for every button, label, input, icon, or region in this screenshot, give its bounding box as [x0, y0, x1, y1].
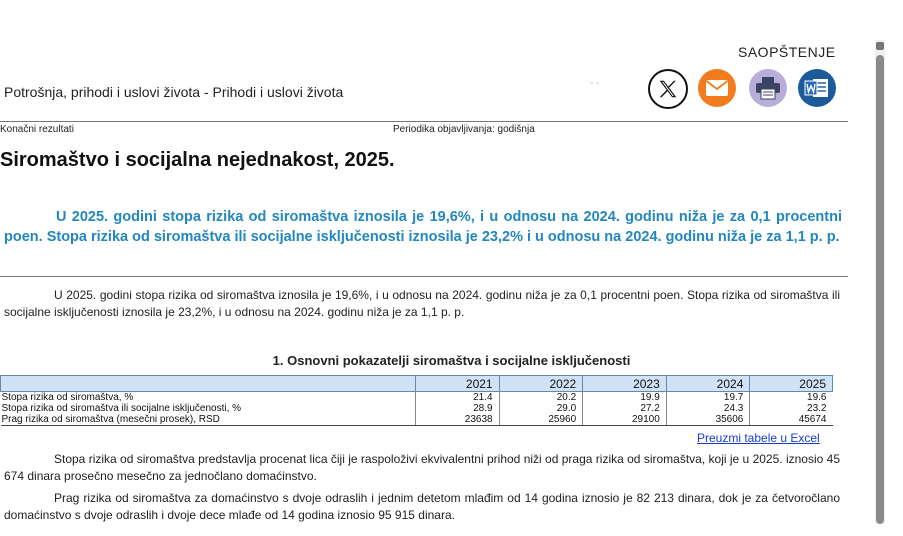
row-label: Prag rizika od siromaštva (mesečni prosek), RSD	[1, 414, 416, 426]
table-cell: 23638	[416, 414, 500, 426]
document-type-label: SAOPŠTENJE	[738, 44, 836, 60]
breadcrumb: Potrošnja, prihodi i uslovi života - Prihodi i uslovi života	[4, 84, 344, 100]
table-header-blank	[1, 376, 416, 392]
paragraph-1-text: U 2025. godini stopa rizika od siromaštva iznosila je 19,6%, i u odnosu na 2024. godinu niža je za 0,1 procentni poen. Stopa rizika od siromaštva ili socijalne isključenosti iznosila je 23,2%, i u odnosu na 2024. godinu niža je za 1,1 p. p.	[4, 288, 840, 319]
paragraph-3-text: Prag rizika od siromaštva za domaćinstvo s dvoje odraslih i jednim detetom mlađim od 14 godina iznosio je 82 213 dinara, dok je za četvoročlano domaćinstvo s dvoje odraslih i dvoje dece mlađe od 14 godina iznosio 95 915 dinara.	[4, 491, 840, 522]
results-label: Konačni rezultati	[0, 124, 74, 135]
table-cell: 19.7	[666, 392, 750, 404]
lead-summary	[4, 207, 842, 247]
lead-text: U 2025. godini stopa rizika od siromaštva iznosila je 19,6%, i u odnosu na 2024. godinu niža je za 0,1 procentni poen. Stopa rizika od siromaštva ili socijalne isključenosti iznosila je 23,2% i u odnosu na 2024. godinu niža je za 1,1 p. p.	[4, 209, 842, 245]
paragraph-3	[4, 490, 840, 524]
table-cell: 29.0	[499, 403, 583, 414]
table-cell: 29100	[583, 414, 667, 426]
table-cell: 27.2	[583, 403, 667, 414]
table-cell: 19.9	[583, 392, 667, 404]
periodicity-label: Periodika objavljivanja: godišnja	[393, 124, 535, 135]
x-icon	[657, 78, 679, 100]
row-label: Stopa rizika od siromaštva, %	[1, 392, 416, 404]
mail-icon	[705, 79, 729, 97]
table-cell: 19.6	[807, 392, 827, 403]
year-header: 2025	[750, 376, 833, 392]
year-header: 2024	[666, 376, 750, 392]
table-title: 1. Osnovni pokazatelji siromaštva i socijalne isključenosti	[272, 353, 631, 368]
word-download-button[interactable]	[798, 69, 836, 107]
year-header: 2021	[416, 376, 500, 392]
x-share-button[interactable]	[648, 69, 688, 109]
excel-download-link[interactable]: Preuzmi tabele u Excel	[697, 431, 820, 445]
table-row	[1, 414, 833, 426]
table-cell: 23.2	[807, 403, 827, 414]
scrollbar-thumb[interactable]	[876, 55, 884, 524]
table-row	[1, 403, 833, 414]
table-row	[1, 392, 833, 404]
table-cell: 28.9	[416, 403, 500, 414]
table-cell: 20.2	[499, 392, 583, 404]
paragraph-2	[4, 451, 840, 485]
word-icon	[804, 76, 830, 100]
table-cell: 24.3	[666, 403, 750, 414]
header-divider	[0, 121, 848, 122]
table-cell: 45674	[750, 414, 833, 426]
year-header: 2023	[583, 376, 667, 392]
scroll-up-icon[interactable]	[876, 42, 884, 50]
email-share-button[interactable]	[698, 69, 736, 107]
table-cell: 25960	[499, 414, 583, 426]
indicators-table	[0, 375, 833, 426]
row-label: Stopa rizika od siromaštva ili socijalne isključenosti, %	[1, 403, 416, 414]
year-header: 2022	[499, 376, 583, 392]
table-cell: 35606	[666, 414, 750, 426]
lead-divider	[0, 276, 848, 277]
print-icon	[755, 76, 781, 100]
page-title: Siromaštvo i socijalna nejednakost, 2025.	[0, 149, 395, 171]
table-cell: 21.4	[416, 392, 500, 404]
dash-mark: - -	[590, 78, 600, 89]
print-button[interactable]	[749, 69, 787, 107]
paragraph-2-text: Stopa rizika od siromaštva predstavlja procenat lica čiji je raspoloživi ekvivalentni prihod niži od praga rizika od siromaštva, koji je u 2025. iznosio 45 674 dinara prosečno mesečno za jednočlano domaćinstvo.	[4, 452, 840, 483]
paragraph-1	[4, 287, 840, 321]
table-header-row	[1, 376, 833, 392]
